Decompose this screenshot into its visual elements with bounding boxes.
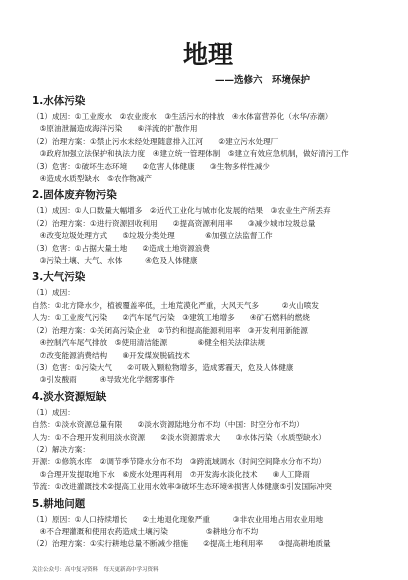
text-line: 开源：①修筑水库 ②调节季节降水分布不均 ③跨流域调水（时间空间降水分布不均） xyxy=(32,457,326,467)
page-subtitle: ——选修六 环境保护 xyxy=(214,75,310,86)
text-line: ③污染土壤、大气、水体 ④危及人体健康 xyxy=(32,256,198,266)
section-solid-waste xyxy=(32,188,384,267)
text-line: ⑦改变能源消费结构 ⑧开发煤炭脱硫技术 xyxy=(32,350,190,360)
section-freshwater-shortage xyxy=(32,390,384,494)
section-water-pollution xyxy=(32,94,384,185)
text-line: ④控制汽车尾气排放 ⑤使用清洁能源 ⑥健全相关法律法规 xyxy=(32,338,266,348)
text-line: ④不合理灌溉和使用农药造成土壤污染 ⑤耕地分布不均 xyxy=(32,526,259,536)
text-line: ⑤原油泄漏造成海洋污染 ⑥洋流的扩散作用 xyxy=(32,124,198,134)
text-line: ⑤合理开发提取地下水 ⑥废水处理再利用 ⑦开发海水淡化技术 ⑧人工降雨 xyxy=(32,469,310,479)
section-heading: 3.大气污染 xyxy=(32,271,86,284)
text-line: （3）危害：①占据大量土地 ②造成土地资源浪费 xyxy=(32,243,210,253)
text-line: 节流：①改进灌溉技术②提高工业用水效率③破坏生态环境④损害人体健康⑤引发国际冲突 xyxy=(32,482,332,492)
text-line: ④改变垃圾处理方式 ⑤垃圾分类处理 ⑥加强立法监督工作 xyxy=(32,231,273,241)
text-line: （1）成因： xyxy=(32,288,75,298)
text-line: （2）治理方案：①禁止污水未经处理随意排入江河 ②建立污水处理厂 xyxy=(32,136,279,146)
text-line: ④造成水质型缺水 ⑤农作物减产 xyxy=(32,174,152,184)
text-line: 人为：①不合理开发利用淡水资源 ②淡水资源需求大 ③水体污染（水质型缺水） xyxy=(32,432,326,442)
text-line: （3）危害：①污染大气 ②可吸入颗粒物增多，造成雾霾天，危及人体健康 xyxy=(32,362,294,372)
text-line: （1）原因：①人口持续增长 ②土地退化现象严重 ③非农业用地占用农业用地 xyxy=(32,514,324,524)
section-heading: 4.淡水资源短缺 xyxy=(32,390,107,403)
text-line: 人为：①工业废气污染 ②汽车尾气污染 ③建筑工地增多 ④矿石燃料的燃烧 xyxy=(32,313,310,323)
text-line: 自然：①淡水资源总量有限 ②淡水资源陆地分布不均（中国：时空分布不均） xyxy=(32,420,304,430)
text-line: （1）成因：①人口数量大幅增多 ②近代工业化与城市化发展的结果 ③农业生产所丢弃 xyxy=(32,206,331,216)
text-line: （2）治理方案：①关闭高污染企业 ②节约和提高能源利用率 ③开发利用新能源 xyxy=(32,325,308,335)
text-line: （1）成因： xyxy=(32,407,75,417)
section-heading: 2.固体废弃物污染 xyxy=(32,189,117,202)
text-line: （1）成因：①工业废水 ②农业废水 ③生活污水的排放 ④水体富营养化（水华/赤潮） xyxy=(32,112,333,121)
footer-note: 关注公众号：高中复习资料 每天更新高中学习资料 xyxy=(32,567,159,573)
text-line: （2）解决方案： xyxy=(32,444,90,454)
text-line: 自然：①北方降水少，植被覆盖率低，土地荒漠化严重，大风天气多 ②火山喷发 xyxy=(32,300,319,310)
section-farmland xyxy=(32,497,384,551)
text-line: ③政府加强立法保护和执法力度 ④建立统一管理体制 ⑤建立有效应急机制，做好清污工作 xyxy=(32,149,349,159)
section-heading: 1.水体污染 xyxy=(32,95,86,107)
text-line: （2）治理方案：①进行资源回收利用 ②提高资源利用率 ③减少城市垃圾总量 xyxy=(32,218,316,228)
section-air-pollution xyxy=(32,270,384,386)
section-heading: 5.耕地问题 xyxy=(32,497,86,510)
page-title: 地理 xyxy=(182,40,233,69)
text-line: ③引发酸雨 ④导致光化学烟雾事件 xyxy=(32,375,175,385)
text-line: （2）治理方案：①实行耕地总量不断减少措施 ②提高土地利用率 ③提高耕地质量 xyxy=(32,539,331,549)
text-line: （3）危害：①破坏生态环境 ②危害人体健康 ③生物多样性减少 xyxy=(32,161,270,171)
